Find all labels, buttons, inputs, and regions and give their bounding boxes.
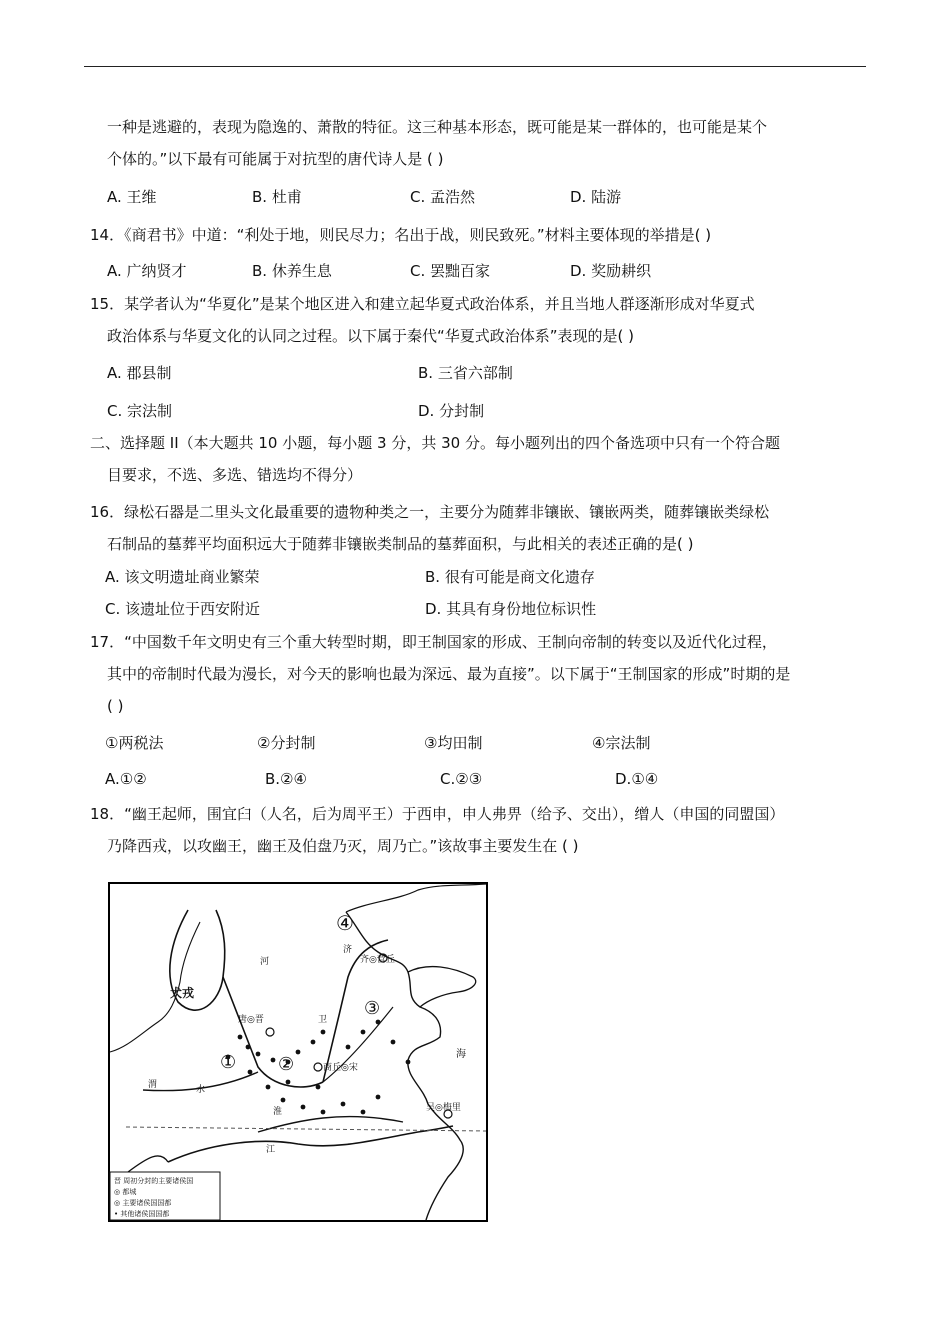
legend-item-4: • 其他诸侯国国都 [114,1210,170,1218]
legend-item-2: ◎ 都城 [114,1188,137,1196]
city-dot [256,1052,261,1057]
section2-line-2: 目要求，不选、多选、错选均不得分） [107,466,363,484]
city-dot [376,1020,381,1025]
q16-option-a: A. 该文明遗址商业繁荣 [105,568,260,586]
map-marker-2: ② [278,1054,295,1075]
q14-option-c: C. 罢黜百家 [410,262,491,280]
map-marker-4: ④ [336,911,354,935]
city-dot [361,1030,366,1035]
q15-option-b: B. 三省六部制 [418,364,513,382]
label-wu-meili: 吴◎梅里 [426,1103,461,1113]
label-huai-shui: 淮 [273,1107,283,1117]
q18-line-2: 乃降西戎，以攻幽王，幽王及伯盘乃灭，周乃亡。”该故事主要发生在 ( ) [107,837,579,855]
city-dot [301,1105,306,1110]
q17-item-4: ④宗法制 [592,734,651,752]
q17-item-3: ③均田制 [424,734,483,752]
city-dot [341,1102,346,1107]
intro-option-b: B. 杜甫 [252,188,302,206]
map-marker-1: ① [220,1052,237,1073]
city-dot [248,1070,253,1075]
label-hai: 海 [456,1049,466,1060]
q17-line-2: 其中的帝制时代最为漫长，对今天的影响也最为深远、最为直接”。以下属于“王制国家的形成”时期的是 [107,665,791,683]
label-wei: 卫 [318,1015,328,1025]
city-dot [391,1040,396,1045]
city-dot [266,1085,271,1090]
label-tang-jin: 唐◎晋 [238,1015,264,1025]
legend-item-1: 晋 周初分封的主要诸侯国 [114,1177,194,1185]
q16-line-2: 石制品的墓葬平均面积远大于随葬非镶嵌类制品的墓葬面积，与此相关的表述正确的是( ) [107,535,694,553]
q16-option-d: D. 其具有身份地位标识性 [425,600,597,618]
q15-option-a: A. 郡县制 [107,364,172,382]
label-shangqiu-song: 商丘◎宋 [323,1063,358,1073]
city-dot [376,1095,381,1100]
city-dot [286,1080,291,1085]
q14-stem: 14．《商君书》中道：“利处于地，则民尽力；名出于战，则民致死。”材料主要体现的举措是( ) [90,226,712,244]
label-ji: 济 [343,945,353,955]
city-dot [321,1030,326,1035]
legend-item-3: ◎ 主要诸侯国国都 [114,1199,172,1207]
section2-line-1: 二、选择题 II（本大题共 10 小题，每小题 3 分，共 30 分。每小题列出的四个备选项中只有一个符合题 [90,434,780,452]
q15-option-d: D. 分封制 [418,402,485,420]
label-shui: 水 [196,1085,206,1095]
q15-option-c: C. 宗法制 [107,402,173,420]
q16-line-1: 16．绿松石器是二里头文化最重要的遗物种类之一，主要分为随葬非镶嵌、镶嵌两类，随葬镶嵌类绿松 [90,503,770,521]
map-marker-3: ③ [364,998,381,1019]
city-dot [346,1045,351,1050]
label-wei-shui: 渭 [148,1080,158,1090]
q17-option-c: C.②③ [440,770,483,788]
city-dot [321,1110,326,1115]
q14-option-d: D. 奖励耕织 [570,262,652,280]
q16-option-c: C. 该遗址位于西安附近 [105,600,261,618]
intro-option-d: D. 陆游 [570,188,622,206]
q17-option-d: D.①④ [615,770,659,788]
city-dot [296,1050,301,1055]
label-river-he: 河 [260,957,270,967]
city-dot [281,1098,286,1103]
header-rule [84,66,866,67]
city-dot [246,1045,251,1050]
q15-line-2: 政治体系与华夏文化的认同之过程。以下属于秦代“华夏式政治体系”表现的是( ) [107,327,635,345]
city-dot [271,1058,276,1063]
intro-option-a: A. 王维 [107,188,157,206]
q17-option-b: B.②④ [265,770,307,788]
q17-option-a: A.①② [105,770,147,788]
q17-item-1: ①两税法 [105,734,164,752]
intro-line-1: 一种是逃避的，表现为隐逸的、萧散的特征。这三种基本形态，既可能是某一群体的，也可能是某个 [107,118,768,136]
western-zhou-map [108,882,488,1222]
city-dot [311,1040,316,1045]
intro-line-2: 个体的。”以下最有可能属于对抗型的唐代诗人是 ( ) [107,150,444,168]
q17-item-2: ②分封制 [257,734,316,752]
label-quanrong: 犬戎 [170,986,195,1000]
q17-line-3: ( ) [107,697,124,715]
city-dot [406,1060,411,1065]
q17-line-1: 17．“中国数千年文明史有三个重大转型时期，即王制国家的形成、王制向帝制的转变以及近代化过程， [90,633,777,651]
city-dot [361,1110,366,1115]
city-dot [316,1085,321,1090]
city-dot [238,1035,243,1040]
label-jiang: 江 [266,1145,276,1155]
q14-option-a: A. 广纳贤才 [107,262,187,280]
q18-line-1: 18．“幽王起师，围宜臼（人名，后为周平王）于西申，申人弗畀（给予、交出），缯人（申国的同盟国） [90,805,785,823]
intro-option-c: C. 孟浩然 [410,188,476,206]
q16-option-b: B. 很有可能是商文化遗存 [425,568,595,586]
q15-line-1: 15．某学者认为“华夏化”是某个地区进入和建立起华夏式政治体系，并且当地人群逐渐形成对华夏式 [90,295,755,313]
label-qi-yingqiu: 齐◎营丘 [360,955,395,965]
q14-option-b: B. 休养生息 [252,262,332,280]
